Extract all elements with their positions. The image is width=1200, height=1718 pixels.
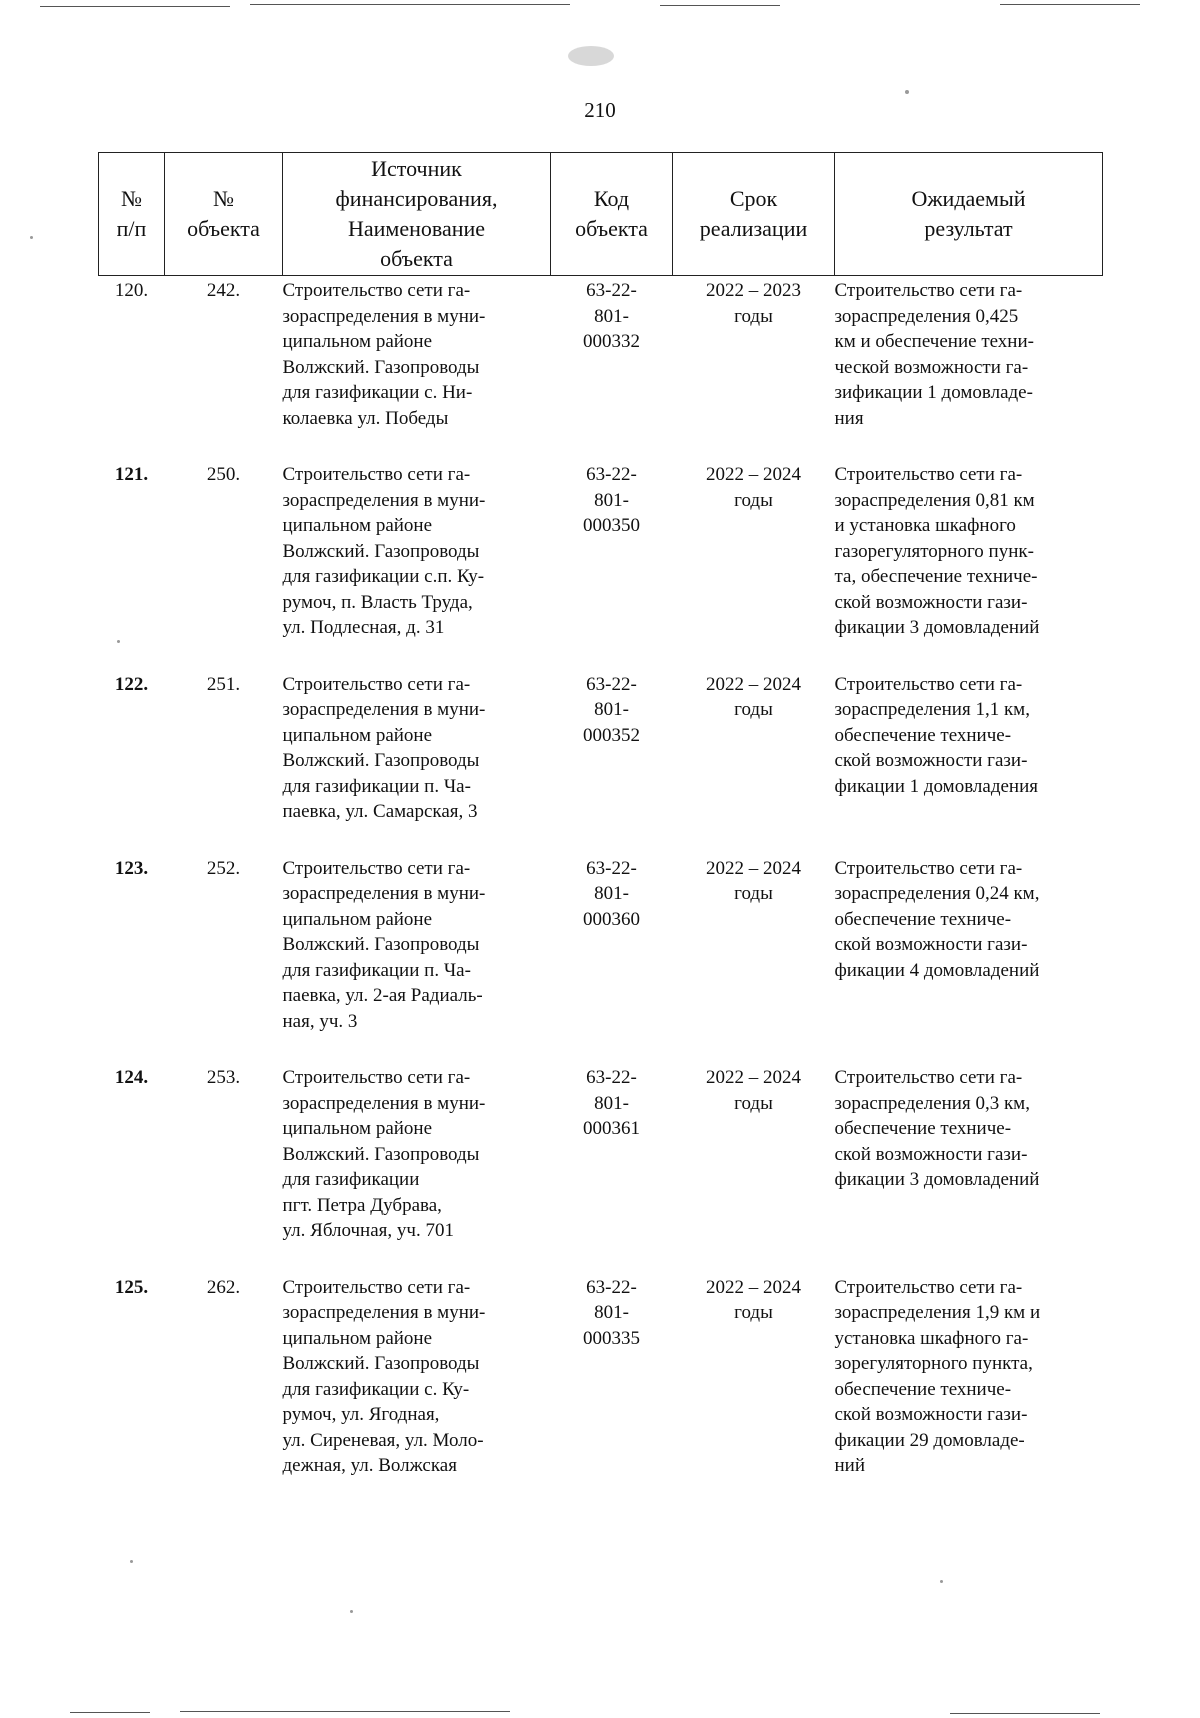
cell-line: Волжский. Газопроводы: [282, 750, 480, 771]
cell-line: установка шкафного га-: [834, 1327, 1029, 1349]
source-name-cell: [283, 1275, 551, 1479]
table-row: [99, 462, 1103, 672]
cell-text: 251.: [206, 673, 241, 695]
row-number-cell: [99, 856, 165, 1066]
source-name-cell: [283, 856, 551, 1066]
cell-line: зораспределения в муни-: [282, 1092, 486, 1114]
expected-result-cell: [835, 1275, 1103, 1479]
cell-line: км и обеспечение техни-: [834, 331, 1034, 352]
cell-line: фикации 29 домовладе-: [834, 1429, 1025, 1451]
scan-speckle: [350, 1610, 353, 1613]
cell-line: ципальном районе: [282, 724, 433, 746]
cell-line: 2022 – 2024: [706, 673, 801, 695]
cell-line: румоч, ул. Ягодная,: [282, 1404, 440, 1425]
cell-line: 63-22-: [586, 280, 637, 301]
cell-line: 801-: [594, 489, 629, 511]
header-source: [283, 153, 551, 276]
expected-result-cell: [835, 672, 1103, 856]
cell-line: Строительство сети га-: [282, 1067, 471, 1088]
object-code-cell: [551, 276, 673, 463]
cell-line: Строительство сети га-: [282, 1276, 471, 1298]
table-row: [99, 1065, 1103, 1275]
cell-line: зораспределения в муни-: [282, 489, 486, 511]
cell-line: 801-: [594, 305, 629, 327]
cell-line: для газификации п. Ча-: [282, 775, 471, 797]
cell-line: годы: [734, 305, 773, 327]
cell-line: зораспределения 1,9 км и: [834, 1302, 1041, 1323]
financing-table: [98, 152, 1103, 1479]
object-code-cell: [551, 1275, 673, 1479]
source-name-cell: [283, 276, 551, 463]
header-term: [673, 153, 835, 276]
cell-line: Строительство сети га-: [282, 673, 471, 695]
cell-line: ской возможности гази-: [834, 591, 1028, 613]
cell-line: зораспределения в муни-: [282, 305, 486, 327]
cell-line: 63-22-: [586, 673, 637, 695]
cell-line: Волжский. Газопроводы: [282, 540, 480, 562]
header-line: реализации: [699, 216, 808, 241]
header-line: объекта: [575, 216, 648, 241]
source-name-cell: [283, 462, 551, 672]
header-object-no: [165, 153, 283, 276]
cell-line: годы: [734, 883, 773, 904]
object-number-cell: [165, 856, 283, 1066]
cell-line: зораспределения 0,24 км,: [834, 883, 1040, 904]
scan-bottom-line-right: [950, 1713, 1100, 1714]
cell-line: годы: [734, 489, 773, 511]
scan-top-line-far-right: [1000, 4, 1140, 5]
cell-line: ципальном районе: [282, 908, 433, 930]
header-line: п/п: [116, 216, 147, 241]
implementation-term-cell: [673, 856, 835, 1066]
cell-line: фикации 1 домовладения: [834, 775, 1038, 797]
cell-line: 000352: [583, 724, 640, 746]
cell-line: 801-: [594, 1092, 629, 1114]
header-line: Наименование: [347, 216, 486, 241]
header-code: [551, 153, 673, 276]
object-code-cell: [551, 1065, 673, 1275]
cell-line: 000350: [583, 515, 640, 536]
expected-result-cell: [835, 276, 1103, 463]
header-line: финансирования,: [335, 186, 498, 211]
table-body: [99, 276, 1103, 1479]
cell-line: Строительство сети га-: [834, 673, 1023, 695]
cell-line: 000335: [583, 1327, 640, 1349]
table-row: [99, 856, 1103, 1066]
cell-line: дежная, ул. Волжская: [282, 1455, 457, 1476]
object-number-cell: [165, 1065, 283, 1275]
cell-line: ния: [834, 407, 864, 429]
expected-result-cell: [835, 1065, 1103, 1275]
cell-text: 122.: [114, 673, 149, 695]
cell-line: и установка шкафного: [834, 515, 1016, 536]
cell-line: та, обеспечение техниче-: [834, 566, 1038, 587]
cell-line: 2022 – 2024: [706, 464, 801, 485]
cell-line: годы: [734, 1092, 773, 1114]
header-line: объекта: [187, 216, 260, 241]
implementation-term-cell: [673, 462, 835, 672]
cell-line: 000360: [583, 908, 640, 930]
cell-line: для газификации: [282, 1169, 420, 1190]
header-line: Ожидаемый: [911, 186, 1026, 211]
cell-line: обеспечение техниче-: [834, 724, 1012, 746]
cell-line: Строительство сети га-: [834, 857, 1023, 879]
cell-line: ской возможности гази-: [834, 1143, 1028, 1165]
scan-top-line-right: [660, 5, 780, 6]
cell-line: ской возможности гази-: [834, 1404, 1028, 1425]
source-name-cell: [283, 672, 551, 856]
scan-bottom-line-left: [70, 1712, 150, 1713]
header-line: Источник: [371, 156, 462, 181]
object-code-cell: [551, 462, 673, 672]
object-number-cell: [165, 276, 283, 463]
implementation-term-cell: [673, 672, 835, 856]
cell-line: фикации 3 домовладений: [834, 617, 1040, 638]
cell-line: для газификации с. Ку-: [282, 1378, 470, 1400]
header-line: №: [213, 186, 234, 211]
cell-line: Волжский. Газопроводы: [282, 1353, 480, 1374]
scan-smudge: [568, 46, 614, 66]
implementation-term-cell: [673, 1065, 835, 1275]
row-number-cell: [99, 276, 165, 463]
object-number-cell: [165, 462, 283, 672]
scan-speckle: [30, 236, 33, 239]
table-row: [99, 672, 1103, 856]
cell-line: Строительство сети га-: [834, 1067, 1023, 1088]
row-number-cell: [99, 672, 165, 856]
row-number-cell: [99, 1275, 165, 1479]
cell-line: ципальном районе: [282, 1327, 433, 1349]
cell-line: ний: [834, 1455, 866, 1476]
header-line: Код: [593, 186, 630, 211]
implementation-term-cell: [673, 276, 835, 463]
cell-line: 2022 – 2024: [706, 857, 801, 879]
header-line: объекта: [380, 246, 453, 271]
cell-line: зорегуляторного пункта,: [834, 1353, 1033, 1374]
cell-line: обеспечение техниче-: [834, 1118, 1012, 1139]
cell-line: ской возможности гази-: [834, 934, 1028, 955]
scan-speckle: [905, 90, 909, 94]
object-number-cell: [165, 1275, 283, 1479]
expected-result-cell: [835, 462, 1103, 672]
cell-line: годы: [734, 1302, 773, 1323]
cell-text: 123.: [114, 857, 149, 879]
cell-line: Строительство сети га-: [282, 464, 471, 485]
scan-speckle: [940, 1580, 943, 1583]
cell-text: 252.: [206, 857, 241, 879]
cell-line: ул. Сиреневая, ул. Моло-: [282, 1429, 484, 1451]
header-line: результат: [924, 216, 1013, 241]
table-row: [99, 276, 1103, 463]
cell-line: румоч, п. Власть Труда,: [282, 591, 473, 613]
cell-line: Волжский. Газопроводы: [282, 934, 480, 955]
cell-line: ской возможности гази-: [834, 750, 1028, 771]
cell-line: 63-22-: [586, 1276, 637, 1298]
cell-text: 125.: [114, 1276, 149, 1298]
cell-line: ул. Подлесная, д. 31: [282, 617, 445, 638]
cell-line: 2022 – 2024: [706, 1067, 801, 1088]
cell-line: 801-: [594, 1302, 629, 1323]
cell-text: 120.: [114, 280, 149, 301]
cell-line: Строительство сети га-: [282, 857, 471, 879]
cell-line: годы: [734, 699, 773, 720]
cell-line: 000361: [583, 1118, 640, 1139]
cell-line: Волжский. Газопроводы: [282, 1143, 480, 1165]
cell-text: 253.: [206, 1067, 241, 1088]
header-line: Срок: [729, 186, 778, 211]
cell-line: 63-22-: [586, 857, 637, 879]
cell-line: для газификации с.п. Ку-: [282, 566, 485, 587]
table-header-row: [99, 153, 1103, 276]
cell-line: зификации 1 домовладе-: [834, 382, 1033, 403]
cell-line: Строительство сети га-: [834, 464, 1023, 485]
scan-top-line-middle: [250, 4, 570, 5]
cell-line: 000332: [583, 331, 640, 352]
cell-text: 250.: [206, 464, 241, 485]
cell-line: ципальном районе: [282, 1118, 433, 1139]
cell-line: зораспределения 0,3 км,: [834, 1092, 1030, 1114]
scan-bottom-line-middle: [180, 1711, 510, 1712]
cell-line: газорегуляторного пунк-: [834, 540, 1034, 562]
cell-line: Строительство сети га-: [834, 280, 1023, 301]
header-line: №: [121, 186, 142, 211]
header-result: [835, 153, 1103, 276]
cell-line: 801-: [594, 883, 629, 904]
cell-line: обеспечение техниче-: [834, 908, 1012, 930]
cell-line: паевка, ул. Самарская, 3: [282, 801, 478, 822]
cell-line: фикации 3 домовладений: [834, 1169, 1040, 1190]
cell-line: 63-22-: [586, 1067, 637, 1088]
expected-result-cell: [835, 856, 1103, 1066]
cell-text: 121.: [114, 464, 149, 485]
cell-line: зораспределения в муни-: [282, 699, 486, 720]
cell-text: 242.: [206, 280, 241, 301]
cell-line: ципальном районе: [282, 331, 433, 352]
cell-line: зораспределения в муни-: [282, 1302, 486, 1323]
cell-text: 262.: [206, 1276, 241, 1298]
cell-line: колаевка ул. Победы: [282, 407, 449, 429]
scan-top-line-left: [40, 6, 230, 7]
cell-line: обеспечение техниче-: [834, 1378, 1012, 1400]
cell-line: ципальном районе: [282, 515, 433, 536]
cell-line: 63-22-: [586, 464, 637, 485]
cell-line: Волжский. Газопроводы: [282, 356, 480, 378]
object-code-cell: [551, 672, 673, 856]
cell-line: ная, уч. 3: [282, 1010, 358, 1032]
cell-line: Строительство сети га-: [834, 1276, 1023, 1298]
cell-line: ул. Яблочная, уч. 701: [282, 1220, 454, 1241]
page-number: 210: [584, 98, 616, 122]
scan-speckle: [130, 1560, 133, 1563]
cell-line: 801-: [594, 699, 629, 720]
object-number-cell: [165, 672, 283, 856]
cell-line: фикации 4 домовладений: [834, 959, 1040, 981]
cell-line: для газификации п. Ча-: [282, 959, 471, 981]
cell-line: для газификации с. Ни-: [282, 382, 473, 403]
source-name-cell: [283, 1065, 551, 1275]
cell-line: паевка, ул. 2-ая Радиаль-: [282, 985, 483, 1006]
header-num: [99, 153, 165, 276]
object-code-cell: [551, 856, 673, 1066]
cell-line: 2022 – 2024: [706, 1276, 801, 1298]
cell-text: 124.: [114, 1067, 149, 1088]
row-number-cell: [99, 1065, 165, 1275]
row-number-cell: [99, 462, 165, 672]
cell-line: 2022 – 2023: [706, 280, 801, 301]
cell-line: Строительство сети га-: [282, 280, 471, 301]
cell-line: зораспределения 0,425: [834, 305, 1019, 327]
cell-line: зораспределения 1,1 км,: [834, 699, 1030, 720]
implementation-term-cell: [673, 1275, 835, 1479]
table-row: [99, 1275, 1103, 1479]
cell-line: зораспределения в муни-: [282, 883, 486, 904]
cell-line: ческой возможности га-: [834, 356, 1029, 378]
cell-line: зораспределения 0,81 км: [834, 489, 1035, 511]
cell-line: пгт. Петра Дубрава,: [282, 1194, 442, 1216]
